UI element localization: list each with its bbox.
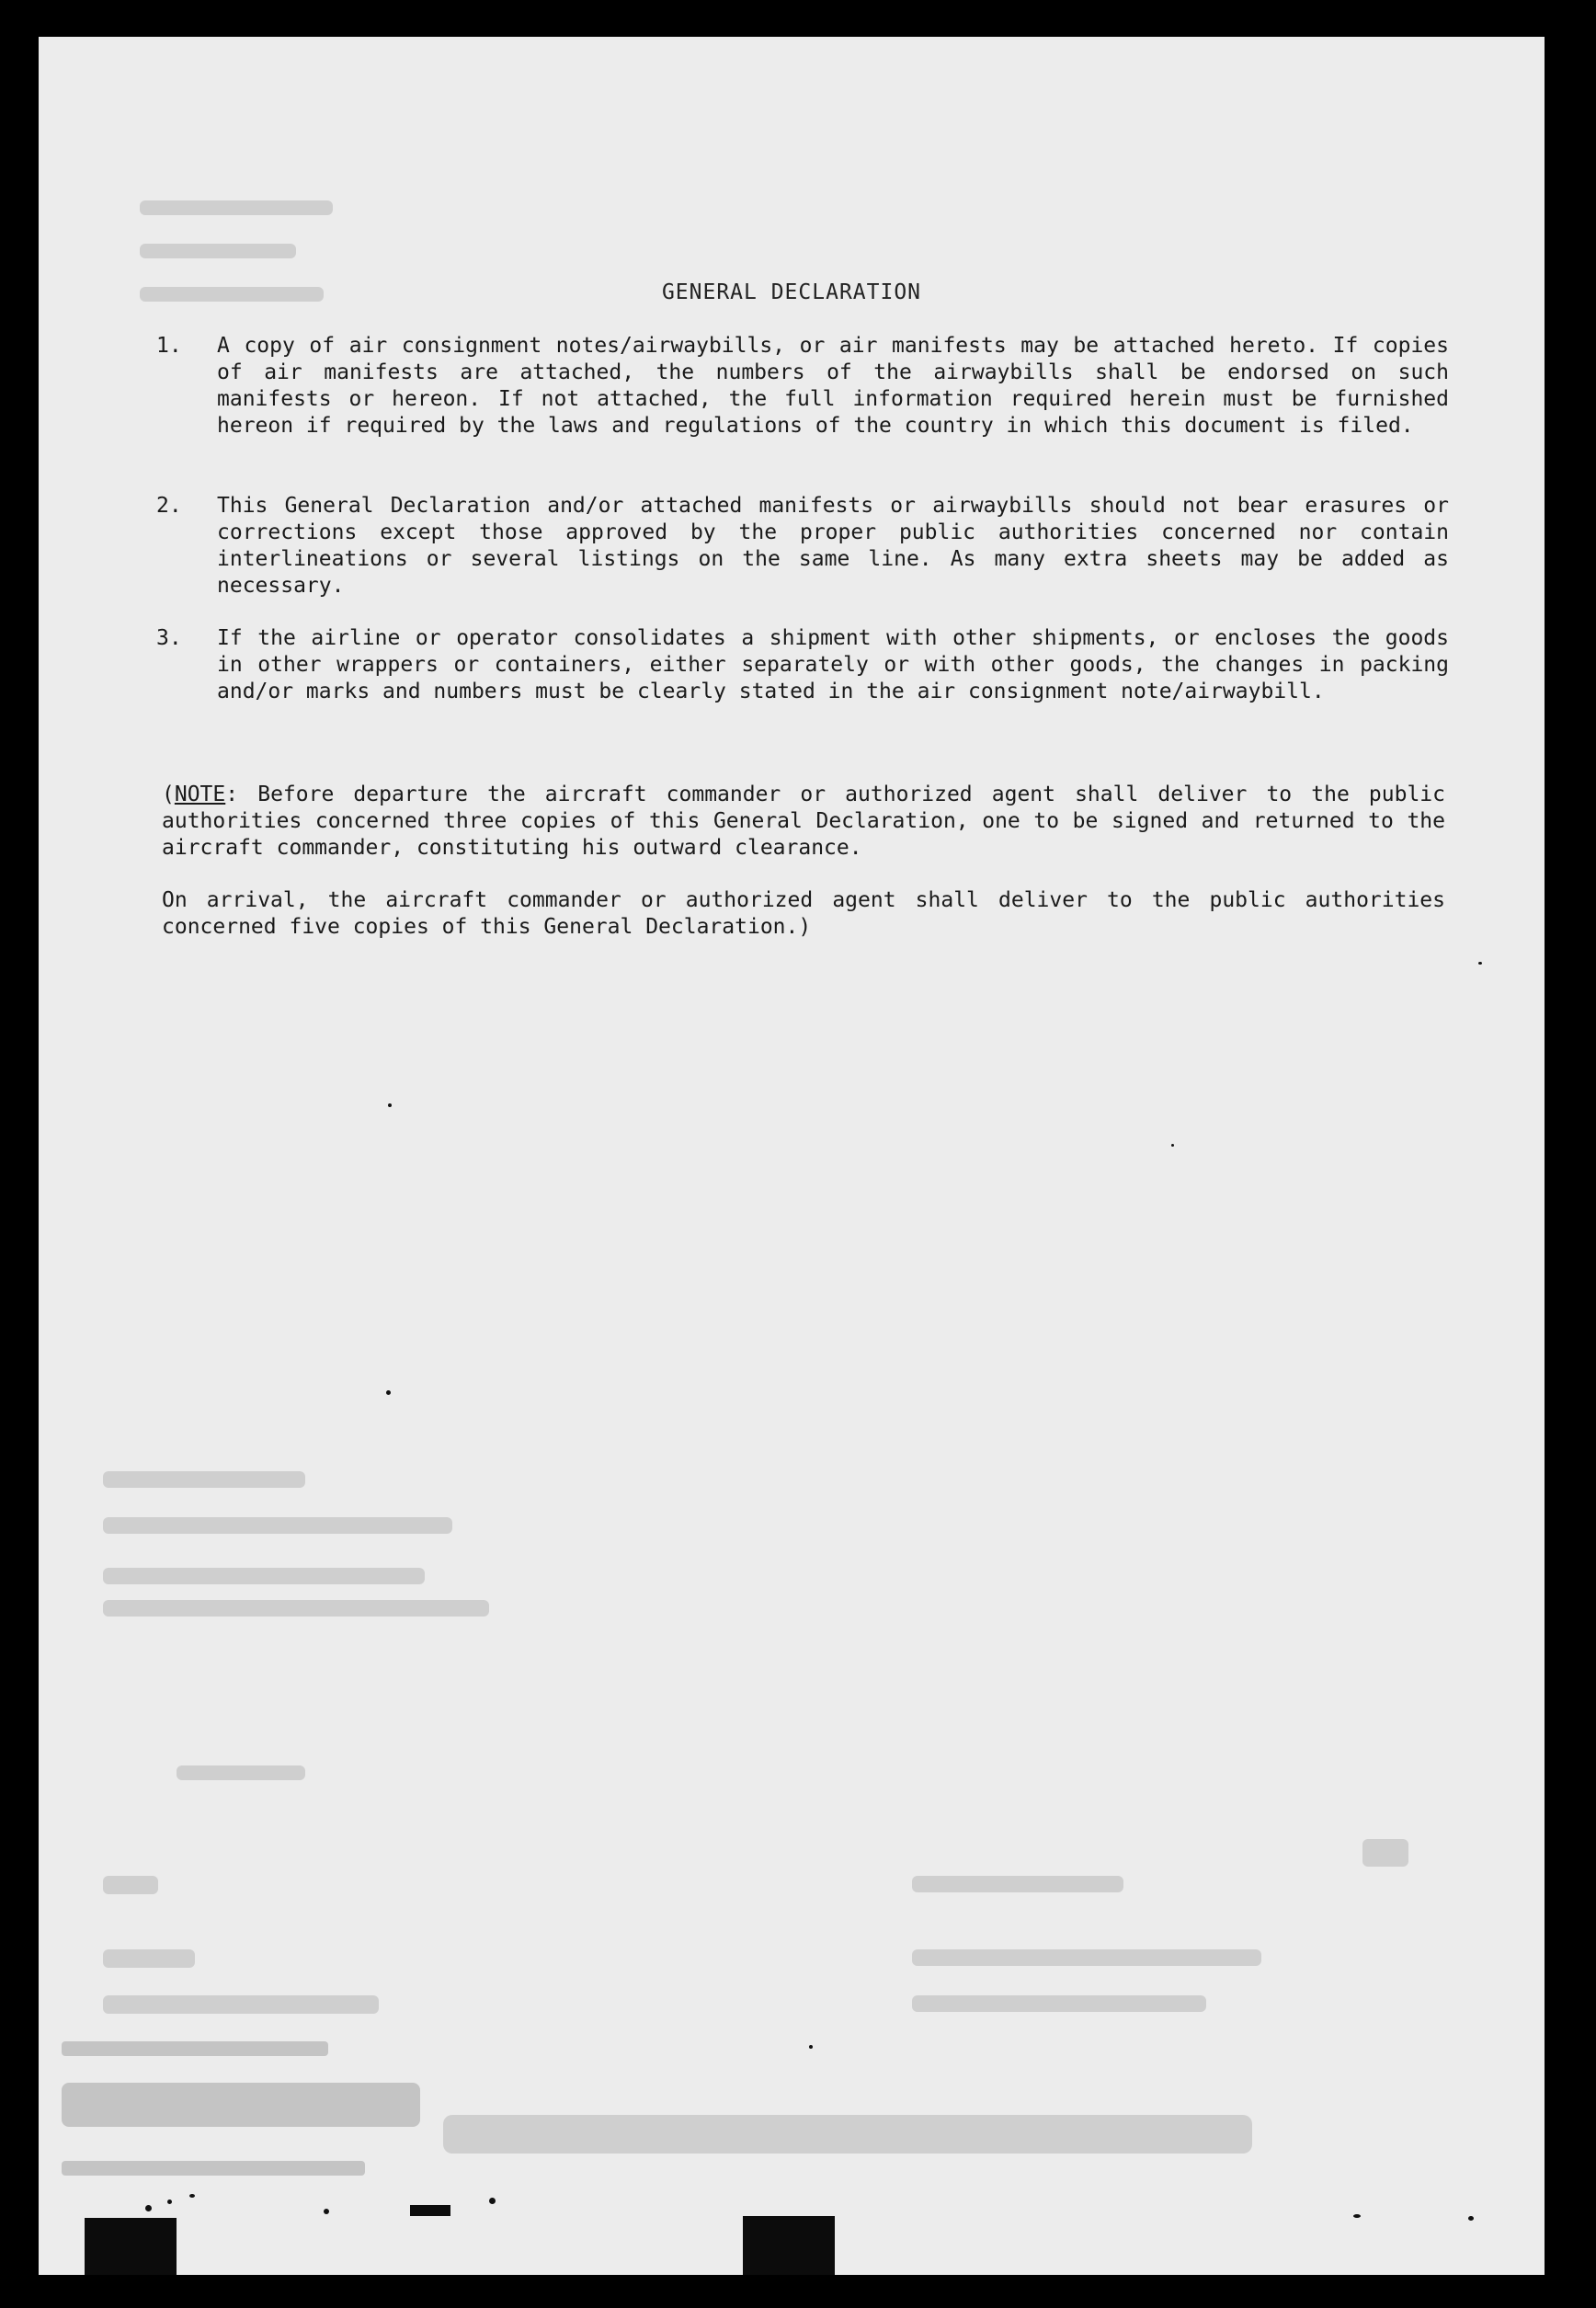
item-number: 2. bbox=[156, 494, 182, 518]
declaration-item-2 bbox=[156, 493, 1449, 600]
item-text: This General Declaration and/or attached manifests or airwaybills should not bear erasures or corrections except those approved by the proper public authorities concerned nor contain interlineations or several listings on the same line. As many extra sheets may be added as necessary. bbox=[217, 494, 1449, 598]
binder-tab-middle bbox=[743, 2216, 835, 2275]
item-number: 3. bbox=[156, 626, 182, 650]
departure-note bbox=[162, 782, 1445, 862]
document-page bbox=[39, 37, 1545, 2275]
arrival-note: On arrival, the aircraft commander or authorized agent shall deliver to the public authorities concerned five copies of this General Declaration.) bbox=[162, 888, 1445, 939]
binder-tab-left bbox=[85, 2218, 177, 2275]
declaration-item-3 bbox=[156, 625, 1449, 705]
binder-tab-small bbox=[410, 2205, 450, 2216]
document-title: GENERAL DECLARATION bbox=[661, 280, 922, 304]
note-label: NOTE bbox=[174, 783, 226, 806]
item-text: If the airline or operator consolidates a shipment with other shipments, or encloses the goods in other wrappers or containers, either separately or with other goods, the changes in packing and/or marks and numbers must be clearly stated in the air consignment note/airwaybill. bbox=[217, 626, 1449, 703]
item-number: 1. bbox=[156, 334, 182, 358]
item-text: A copy of air consignment notes/airwaybills, or air manifests may be attached hereto. If copies of air manifests are attached, the numbers of the airwaybills shall be endorsed on such manifests or hereon. If not attached, the full information required herein must be furnished hereon if required by the laws and regulations of the country in which this document is filed. bbox=[217, 334, 1449, 438]
note-open-paren: ( bbox=[162, 783, 175, 806]
note-text: Before departure the aircraft commander or authorized agent shall deliver to the public authorities concerned three copies of this General Declaration, one to be signed and returned to the aircraft commander, constituting his outward clearance. bbox=[162, 783, 1445, 860]
declaration-item-1 bbox=[156, 333, 1449, 440]
note-colon: : bbox=[225, 783, 239, 806]
